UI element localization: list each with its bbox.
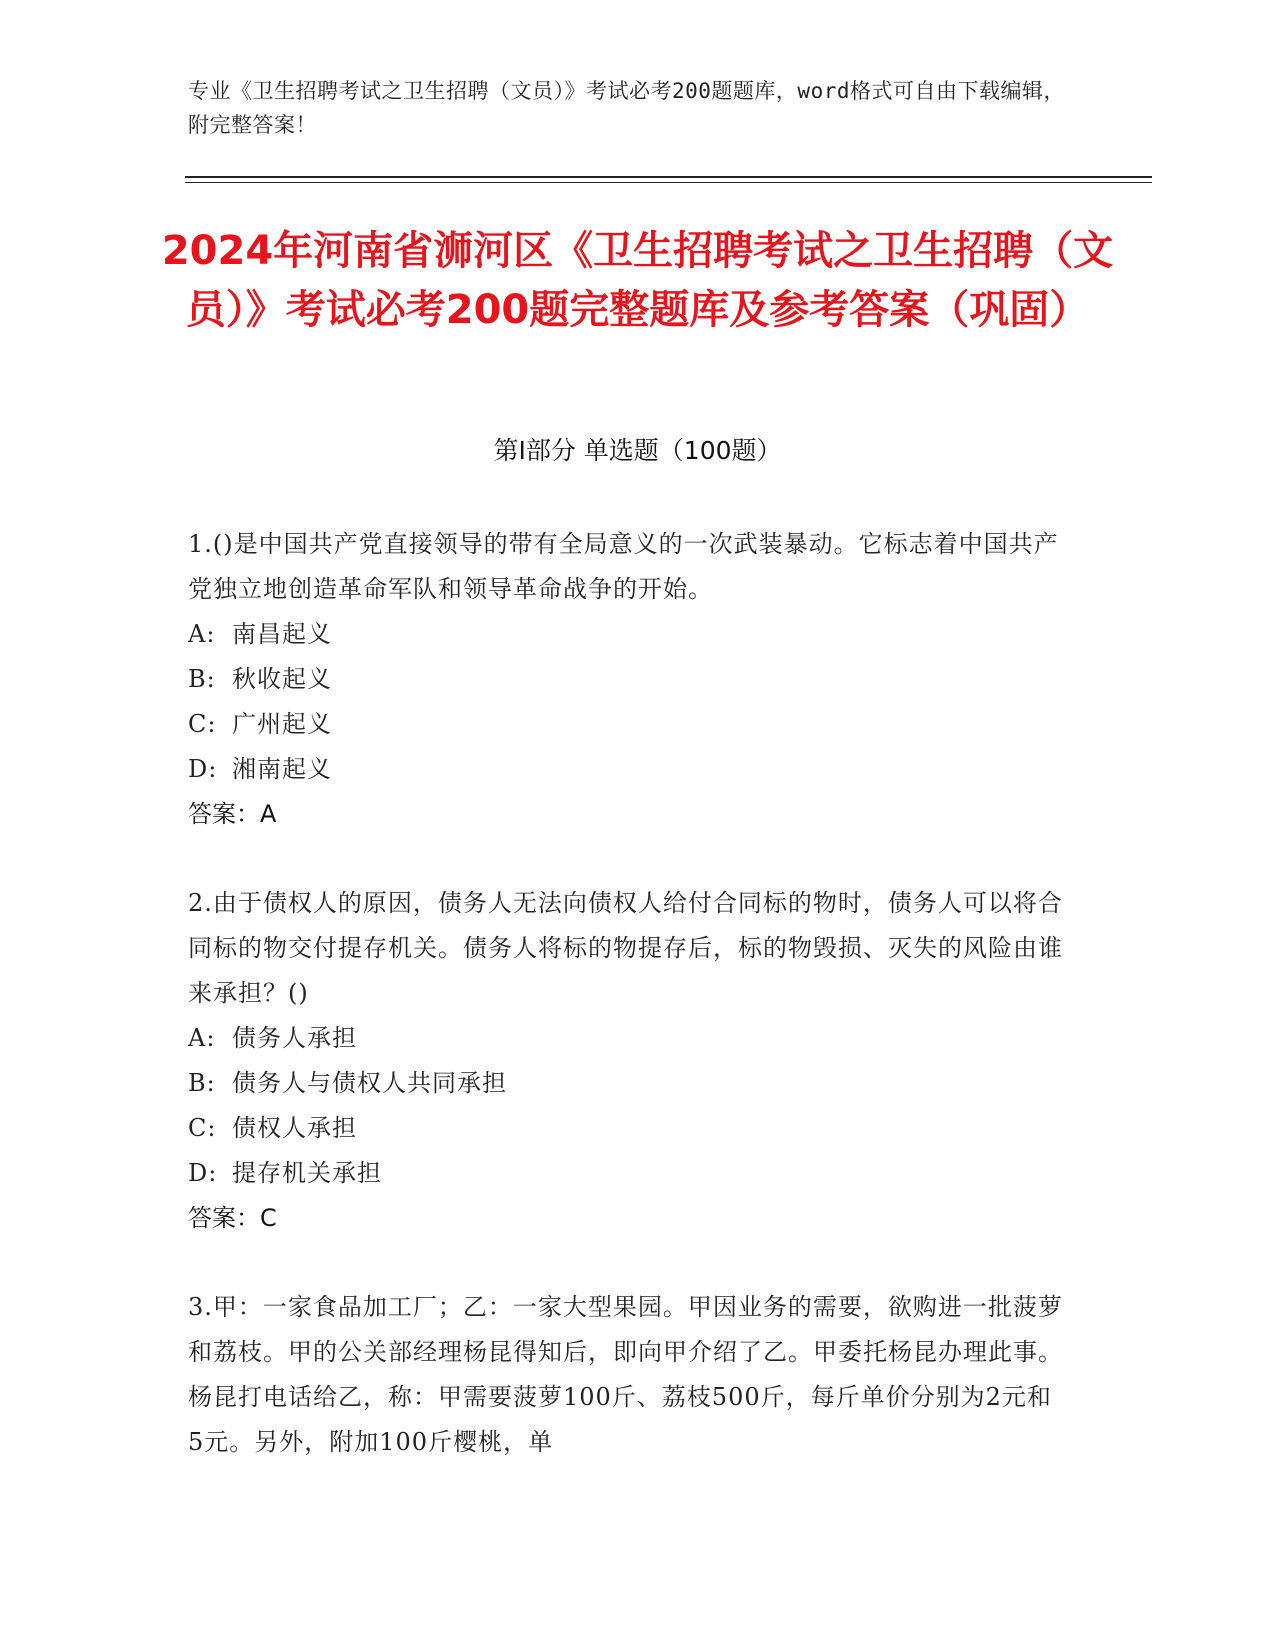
option-text: 债务人承担 bbox=[232, 1024, 357, 1052]
option-c bbox=[188, 702, 1068, 747]
option-key: C: bbox=[188, 710, 217, 738]
option-key: C: bbox=[188, 1114, 217, 1142]
option-text: 南昌起义 bbox=[232, 620, 332, 648]
option-d bbox=[188, 747, 1068, 792]
option-text: 秋收起义 bbox=[232, 665, 332, 693]
section-heading: 第Ⅰ部分 单选题（100题） bbox=[493, 436, 782, 465]
option-key: B: bbox=[188, 665, 216, 693]
option-d bbox=[188, 1151, 1068, 1196]
option-text: 债务人与债权人共同承担 bbox=[232, 1069, 507, 1097]
option-text: 湘南起义 bbox=[232, 755, 332, 783]
option-c bbox=[188, 1106, 1068, 1151]
question-item bbox=[188, 522, 1068, 837]
option-key: B: bbox=[188, 1069, 216, 1097]
page-header-note: 专业《卫生招聘考试之卫生招聘（文员）》考试必考200题题库，word格式可自由下载编辑，附完整答案！ bbox=[188, 79, 1065, 137]
option-b bbox=[188, 657, 1068, 702]
question-item bbox=[188, 1285, 1068, 1465]
question-list bbox=[188, 522, 1068, 1509]
option-b bbox=[188, 1061, 1068, 1106]
question-stem: 3.甲：一家食品加工厂；乙：一家大型果园。甲因业务的需要，欲购进一批菠萝和荔枝。甲的公关部经理杨昆得知后，即向甲介绍了乙。甲委托杨昆办理此事。杨昆打电话给乙，称：甲需要菠萝100斤、荔枝500斤，每斤单价分别为2元和5元。另外，附加100斤樱桃，单 bbox=[188, 1293, 1063, 1456]
answer-line: 答案：C bbox=[188, 1204, 277, 1232]
question-stem: 2.由于债权人的原因，债务人无法向债权人给付合同标的物时，债务人可以将合同标的物交付提存机关。债务人将标的物提存后，标的物毁损、灭失的风险由谁来承担？() bbox=[188, 889, 1063, 1007]
option-text: 广州起义 bbox=[232, 710, 332, 738]
option-a bbox=[188, 612, 1068, 657]
option-text: 提存机关承担 bbox=[232, 1159, 382, 1187]
option-a bbox=[188, 1016, 1068, 1061]
header-divider-thick bbox=[185, 176, 1152, 178]
option-key: A: bbox=[188, 1024, 216, 1052]
answer-line: 答案：A bbox=[188, 800, 277, 828]
header-divider-thin bbox=[185, 182, 1152, 183]
option-key: D: bbox=[188, 1159, 218, 1187]
document-title: 2024年河南省浉河区《卫生招聘考试之卫生招聘（文员）》考试必考200题完整题库及参考答案（巩固） bbox=[161, 228, 1114, 333]
option-text: 债权人承担 bbox=[232, 1114, 357, 1142]
option-key: D: bbox=[188, 755, 218, 783]
question-item bbox=[188, 881, 1068, 1241]
option-key: A: bbox=[188, 620, 216, 648]
question-stem: 1.()是中国共产党直接领导的带有全局意义的一次武装暴动。它标志着中国共产党独立地创造革命军队和领导革命战争的开始。 bbox=[188, 530, 1059, 603]
